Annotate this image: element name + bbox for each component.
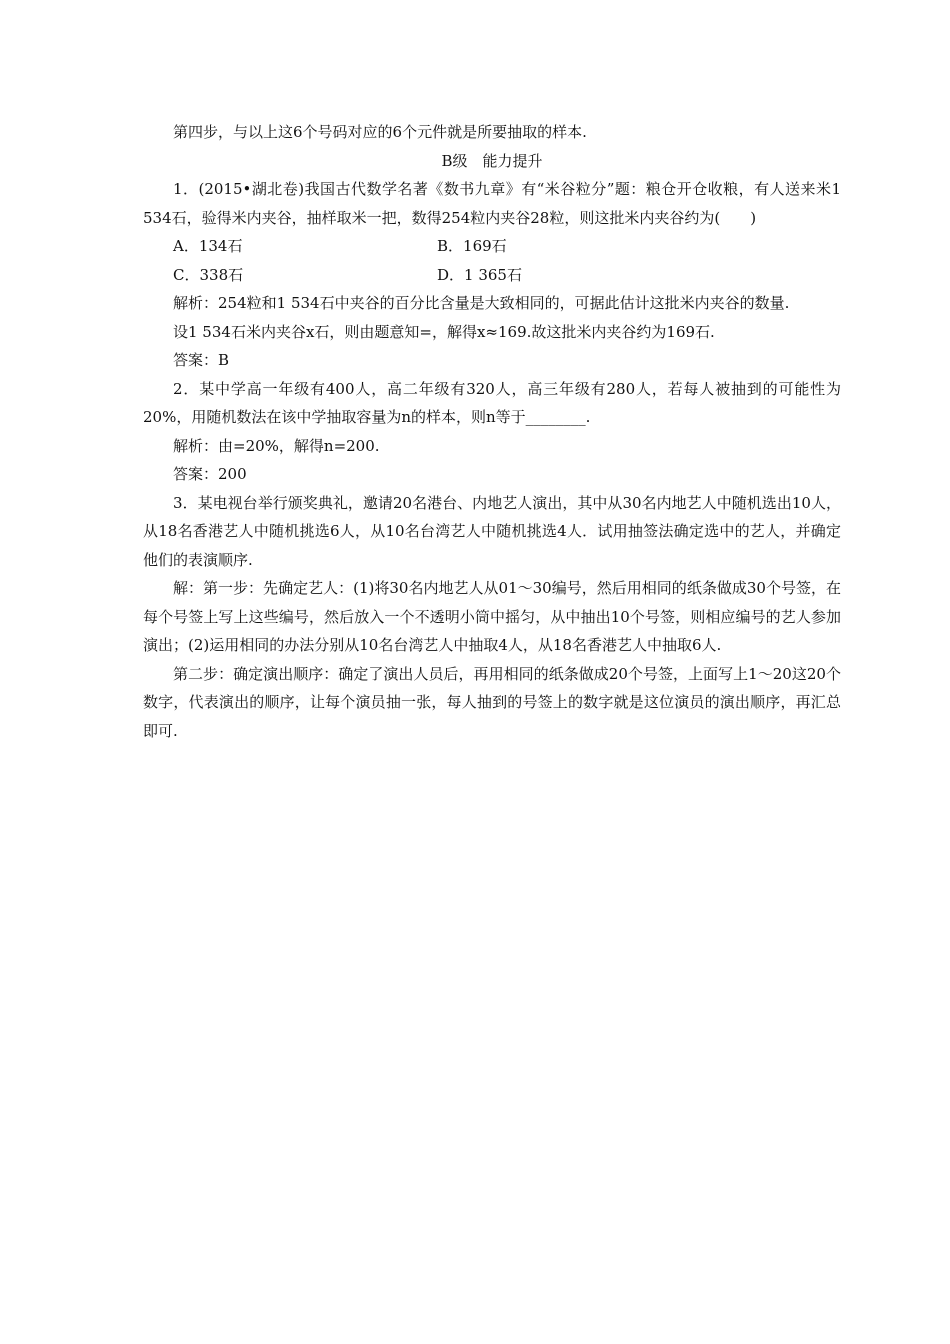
q3-solution-step2: 第二步：确定演出顺序：确定了演出人员后，再用相同的纸条做成20个号签，上面写上1～20这20个数字，代表演出的顺序，让每个演员抽一张，每人抽到的号签上的数字就是这位演员的演出顺序，再汇总即可. xyxy=(143,664,841,740)
step4-paragraph: 第四步，与以上这6个号码对应的6个元件就是所要抽取的样本. xyxy=(173,123,587,141)
document-page xyxy=(143,118,841,745)
q1-analysis: 解析：254粒和1 534石中夹谷的百分比含量是大致相同的，可据此估计这批米内夹谷的数量. xyxy=(173,294,790,312)
question-2: 2．某中学高一年级有400人，高二年级有320人，高三年级有280人，若每人被抽到的可能性为20%，用随机数法在该中学抽取容量为n的样本，则n等于________. xyxy=(143,379,841,426)
q2-analysis: 解析：由=20%，解得n=200. xyxy=(173,436,380,455)
q1-answer: 答案：B xyxy=(173,351,230,369)
q3-solution-step1: 解：第一步：先确定艺人：(1)将30名内地艺人从01～30编号，然后用相同的纸条做成30个号签，在每个号签上写上这些编号，然后放入一个不透明小筒中摇匀，从中抽出10个号签，则相应编号的艺人参加演出；(2)运用相同的办法分别从10名台湾艺人中抽取4人，从18名香港艺人中抽取6人. xyxy=(143,579,841,654)
q1-options-row-2 xyxy=(143,261,841,290)
q2-answer: 答案：200 xyxy=(173,465,247,483)
q1-option-a: A．134石 xyxy=(173,237,243,255)
q1-option-d: D．1 365石 xyxy=(437,265,522,284)
question-1: 1．(2015•湖北卷)我国古代数学名著《数书九章》有“米谷粒分”题：粮仓开仓收粮，有人送来米1 534石，验得米内夹谷，抽样取米一把，数得254粒内夹谷28粒，则这批米内夹谷约为( ) xyxy=(143,180,841,227)
q1-solution: 设1 534石米内夹谷x石，则由题意知=，解得x≈169.故这批米内夹谷约为169石. xyxy=(173,322,715,341)
question-3: 3．某电视台举行颁奖典礼，邀请20名港台、内地艺人演出，其中从30名内地艺人中随机选出10人，从18名香港艺人中随机挑选6人，从10名台湾艺人中随机挑选4人．试用抽签法确定选中的艺人，并确定他们的表演顺序. xyxy=(143,493,841,569)
q1-option-c: C．338石 xyxy=(173,265,244,284)
section-title: B级 能力提升 xyxy=(441,151,543,170)
q1-options-row-1 xyxy=(143,232,841,261)
q1-option-b: B．169石 xyxy=(437,237,507,255)
